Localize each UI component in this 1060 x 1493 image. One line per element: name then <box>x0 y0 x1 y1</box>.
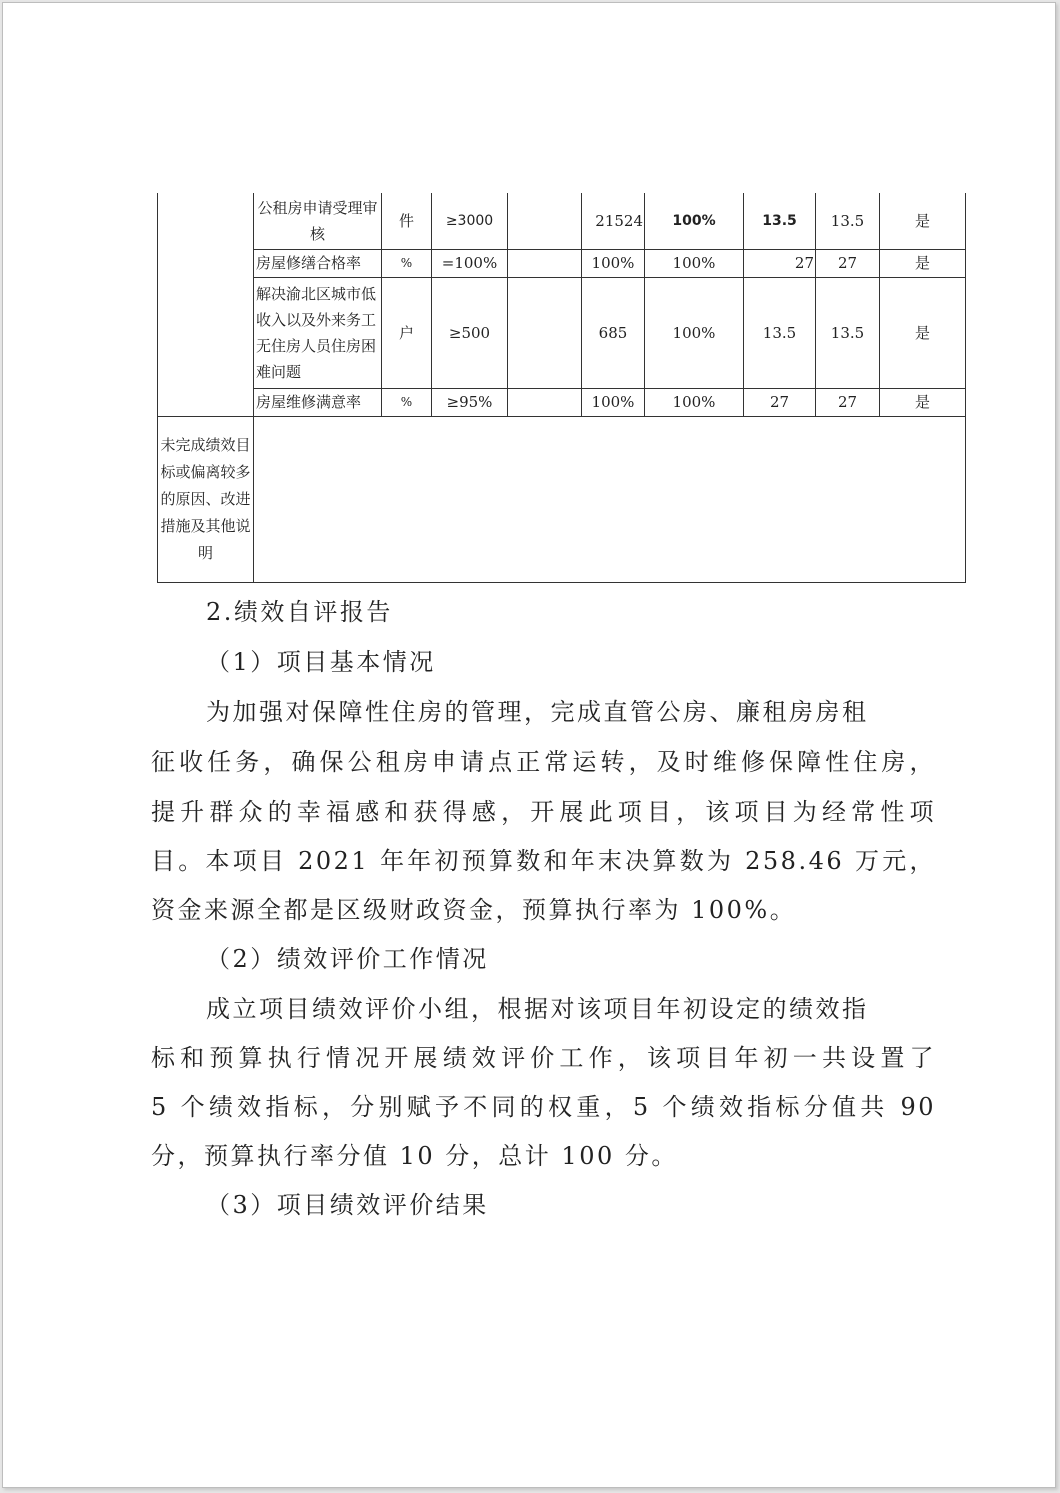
target-cell: ≥95% <box>432 388 508 416</box>
paragraph-line: 成立项目绩效评价小组，根据对该项目年初设定的绩效指 <box>206 995 869 1023</box>
table-row <box>158 249 966 277</box>
table-row <box>158 277 966 388</box>
target-cell: =100% <box>432 249 508 277</box>
annual-cell <box>508 193 582 249</box>
score-cell: 27 <box>816 388 880 416</box>
report-heading: 2.绩效自评报告 <box>206 598 393 626</box>
paragraph-line: 目。本项目 2021 年年初预算数和年末决算数为 258.46 万元， <box>151 847 936 875</box>
document-page <box>2 2 1056 1488</box>
indicator-name: 房屋修缮合格率 <box>254 249 382 277</box>
actual-cell: 100% <box>582 249 645 277</box>
rate-cell: 100% <box>645 277 744 388</box>
done-cell: 是 <box>880 193 966 249</box>
section-2-title: （2）绩效评价工作情况 <box>206 945 489 973</box>
table-row <box>158 388 966 416</box>
table-row <box>158 193 966 249</box>
annual-cell <box>508 249 582 277</box>
performance-table <box>157 193 966 583</box>
target-cell: ≥3000 <box>432 193 508 249</box>
paragraph-line: 标和预算执行情况开展绩效评价工作，该项目年初一共设置了 <box>151 1044 936 1072</box>
unit-cell: % <box>382 249 432 277</box>
annual-cell <box>508 388 582 416</box>
table-row-notes <box>158 416 966 582</box>
indicator-name: 公租房申请受理审核 <box>254 193 382 249</box>
notes-label: 未完成绩效目标或偏离较多的原因、改进措施及其他说明 <box>158 416 254 582</box>
rate-cell: 100% <box>645 249 744 277</box>
weight-cell: 27 <box>744 388 816 416</box>
notes-value <box>254 416 966 582</box>
unit-cell: 户 <box>382 277 432 388</box>
paragraph-line: 分，预算执行率分值 10 分，总计 100 分。 <box>151 1142 678 1170</box>
done-cell: 是 <box>880 388 966 416</box>
annual-cell <box>508 277 582 388</box>
paragraph-line: 资金来源全都是区级财政资金，预算执行率为 100%。 <box>151 896 797 924</box>
score-cell: 13.5 <box>816 193 880 249</box>
section-3-title: （3）项目绩效评价结果 <box>206 1191 489 1219</box>
paragraph-line: 5 个绩效指标，分别赋予不同的权重，5 个绩效指标分值共 90 <box>151 1093 936 1121</box>
weight-cell: 13.5 <box>744 277 816 388</box>
section-1-title: （1）项目基本情况 <box>206 648 436 676</box>
indicator-name: 房屋维修满意率 <box>254 388 382 416</box>
actual-cell: 685 <box>582 277 645 388</box>
actual-cell: 100% <box>582 388 645 416</box>
done-cell: 是 <box>880 277 966 388</box>
paragraph-line: 为加强对保障性住房的管理，完成直管公房、廉租房房租 <box>206 698 869 726</box>
rate-cell: 100% <box>645 193 744 249</box>
unit-cell: % <box>382 388 432 416</box>
actual-cell: 21524 <box>582 193 645 249</box>
unit-cell: 件 <box>382 193 432 249</box>
category-cell <box>158 193 254 416</box>
weight-cell: 27 <box>744 249 816 277</box>
score-cell: 27 <box>816 249 880 277</box>
score-cell: 13.5 <box>816 277 880 388</box>
paragraph-line: 征收任务，确保公租房申请点正常运转，及时维修保障性住房， <box>151 748 936 776</box>
paragraph-line: 提升群众的幸福感和获得感，开展此项目，该项目为经常性项 <box>151 798 936 826</box>
weight-cell: 13.5 <box>744 193 816 249</box>
rate-cell: 100% <box>645 388 744 416</box>
done-cell: 是 <box>880 249 966 277</box>
indicator-name: 解决渝北区城市低收入以及外来务工无住房人员住房困难问题 <box>254 277 382 388</box>
target-cell: ≥500 <box>432 277 508 388</box>
